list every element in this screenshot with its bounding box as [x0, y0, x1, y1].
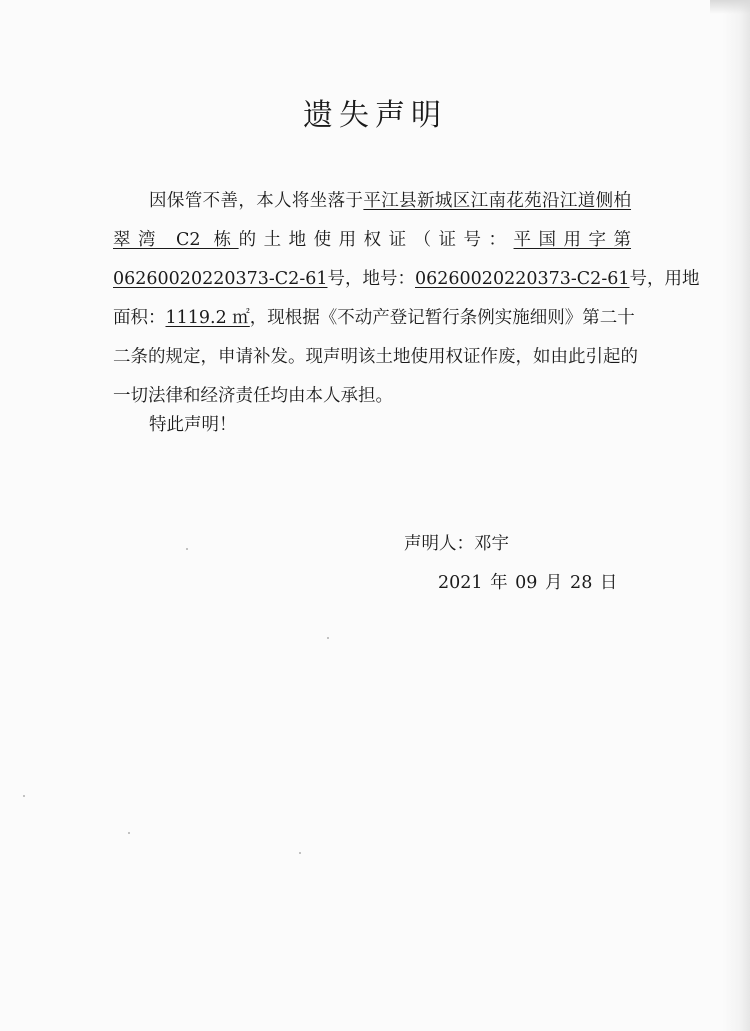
scan-speck	[327, 637, 329, 639]
declaration-date: 2021 年 09 月 28 日	[438, 573, 618, 593]
paragraph-line-2	[113, 221, 631, 260]
property-location-part2: 翠湾 C2 栋	[113, 230, 239, 250]
scan-speck	[186, 548, 188, 550]
signatory-name: 邓宇	[474, 534, 509, 554]
line3-end: 号，用地	[629, 269, 700, 289]
declaration-paragraph	[113, 182, 700, 416]
lot-number: 06260020220373-C2-61	[415, 269, 630, 289]
paragraph-line-1	[113, 182, 631, 221]
property-location-part1: 平江县新城区江南花苑沿江道侧柏	[363, 191, 632, 211]
signature-label: 声明人：	[404, 534, 474, 554]
scan-speck	[23, 795, 25, 797]
line3-mid: 号，地号：	[327, 269, 415, 289]
document-title: 遗失声明	[303, 98, 447, 133]
scan-shadow-edge	[722, 0, 750, 1031]
scan-speck	[128, 832, 130, 834]
land-area: 1119.2 ㎡	[165, 308, 250, 328]
certificate-number-part1: 平国用字第	[513, 230, 632, 250]
line2-mid: 的土地使用权证（证号：	[238, 230, 514, 250]
line4-rest: ，现根据《不动产登记暂行条例实施细则》第二十	[249, 308, 635, 328]
paragraph-line-3	[113, 260, 700, 299]
paragraph-line-4	[113, 299, 635, 338]
signature-line	[404, 530, 509, 555]
scan-speck	[299, 852, 301, 854]
closing-statement: 特此声明！	[149, 415, 237, 435]
line4-prefix: 面积：	[113, 308, 166, 328]
paragraph-line-5: 二条的规定，申请补发。现声明该土地使用权证作废，如由此引起的	[113, 347, 638, 367]
certificate-number-part2: 06260020220373-C2-61	[113, 269, 328, 289]
paragraph-line-6: 一切法律和经济责任均由本人承担。	[113, 386, 393, 406]
line1-prefix: 因保管不善，本人将坐落于	[149, 191, 364, 211]
scan-shadow-corner	[710, 0, 750, 14]
